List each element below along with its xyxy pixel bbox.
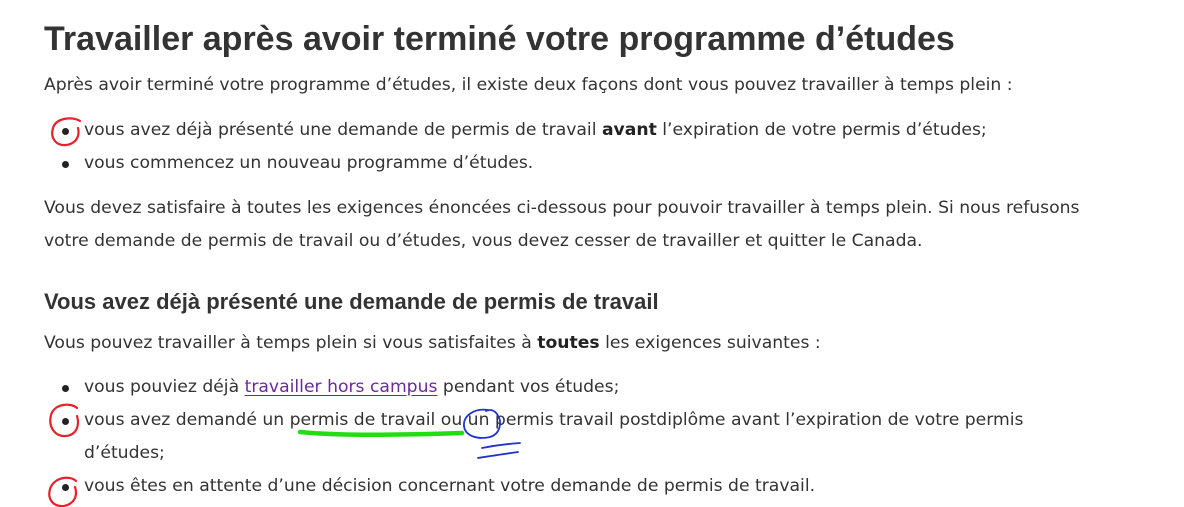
options-list — [44, 114, 1174, 180]
bullet-icon — [62, 128, 69, 135]
section-intro-paragraph: Vous pouvez travailler à temps plein si vous satisfaites à toutes les exigences suivantes : — [44, 333, 821, 353]
section-heading: Vous avez déjà présenté une demande de permis de travail — [44, 289, 659, 314]
list-item: vous pouviez déjà travailler hors campus pendant vos études; — [44, 371, 1174, 404]
intro-paragraph: Après avoir terminé votre programme d’études, il existe deux façons dont vous pouvez travailler à temps plein : — [44, 75, 1013, 95]
list-item: vous commencez un nouveau programme d’études. — [44, 147, 1174, 180]
list-item: vous avez déjà présenté une demande de permis de travail avant l’expiration de votre permis d’études; — [44, 114, 1174, 147]
bullet-icon — [62, 161, 69, 168]
requirements-paragraph: Vous devez satisfaire à toutes les exigences énoncées ci-dessous pour pouvoir travailler à temps plein. Si nous refusons votre demande de permis de travail ou d’études, vous devez cesser de travailler et quitter le Canada. — [44, 198, 1080, 251]
document-section — [44, 0, 1174, 507]
bullet-icon — [62, 484, 69, 491]
list-item: vous avez demandé un permis de travail ou un permis travail postdiplôme avant l’expiration de votre permis d’études; — [44, 404, 1174, 470]
list-item: vous êtes en attente d’une décision concernant votre demande de permis de travail. — [44, 470, 1174, 503]
page-title: Travailler après avoir terminé votre programme d’études — [44, 20, 955, 58]
bullet-icon — [62, 418, 69, 425]
off-campus-work-link[interactable]: travailler hors campus — [244, 377, 438, 397]
requirements-list — [44, 371, 1174, 503]
bullet-icon — [62, 385, 69, 392]
